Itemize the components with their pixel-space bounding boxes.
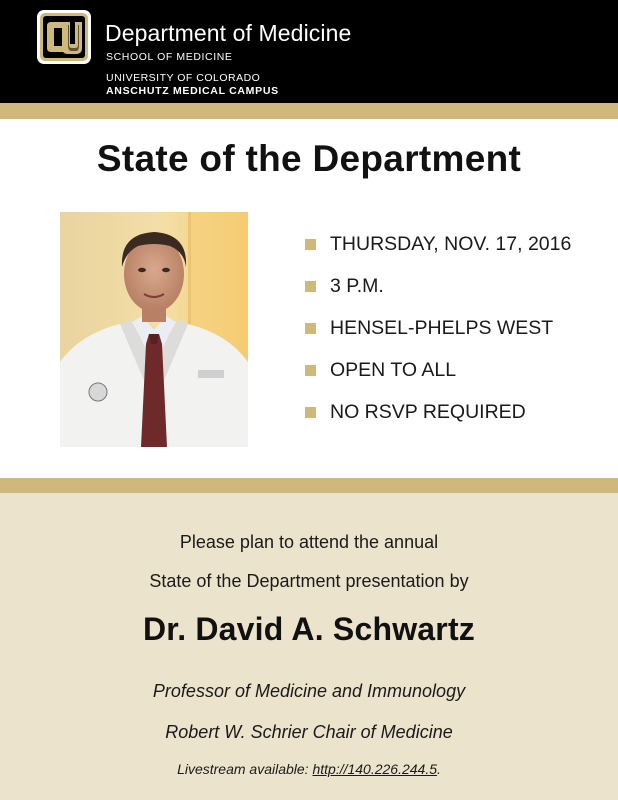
detail-date (305, 230, 571, 272)
livestream-link[interactable]: http://140.226.244.5 (312, 761, 438, 777)
campus-name: ANSCHUTZ MEDICAL CAMPUS (106, 85, 279, 97)
bullet-square-icon (305, 239, 316, 250)
livestream-label: Livestream available: (177, 761, 313, 777)
speaker-title-1: Professor of Medicine and Immunology (152, 681, 466, 701)
invitation-section (0, 493, 618, 800)
detail-text: 3 P.M. (330, 275, 384, 297)
bullet-square-icon (305, 323, 316, 334)
bullet-square-icon (305, 407, 316, 418)
school-name: SCHOOL OF MEDICINE (106, 51, 233, 63)
detail-text: OPEN TO ALL (330, 359, 457, 381)
header-banner (0, 0, 618, 103)
detail-text: THURSDAY, NOV. 17, 2016 (330, 233, 572, 255)
detail-text: NO RSVP REQUIRED (330, 401, 526, 423)
detail-rsvp (305, 398, 571, 440)
detail-audience (305, 356, 571, 398)
speaker-photo (60, 212, 248, 447)
gold-divider-bottom (0, 478, 618, 493)
cu-logo-icon (35, 8, 93, 66)
speaker-title-2: Robert W. Schrier Chair of Medicine (165, 722, 453, 742)
bullet-square-icon (305, 365, 316, 376)
event-details-list (305, 230, 571, 440)
detail-text: HENSEL-PHELPS WEST (330, 317, 554, 339)
bullet-square-icon (305, 281, 316, 292)
department-name: Department of Medicine (105, 20, 352, 46)
university-name: UNIVERSITY OF COLORADO (106, 72, 261, 84)
detail-time (305, 272, 571, 314)
event-title: State of the Department (96, 138, 522, 179)
gold-divider-top (0, 103, 618, 119)
speaker-name: Dr. David A. Schwartz (143, 611, 475, 647)
invite-line-2: State of the Department presentation by (149, 571, 469, 591)
livestream-suffix: . (437, 761, 441, 777)
invite-line-1: Please plan to attend the annual (179, 532, 439, 552)
livestream-line (0, 761, 618, 777)
detail-location (305, 314, 571, 356)
